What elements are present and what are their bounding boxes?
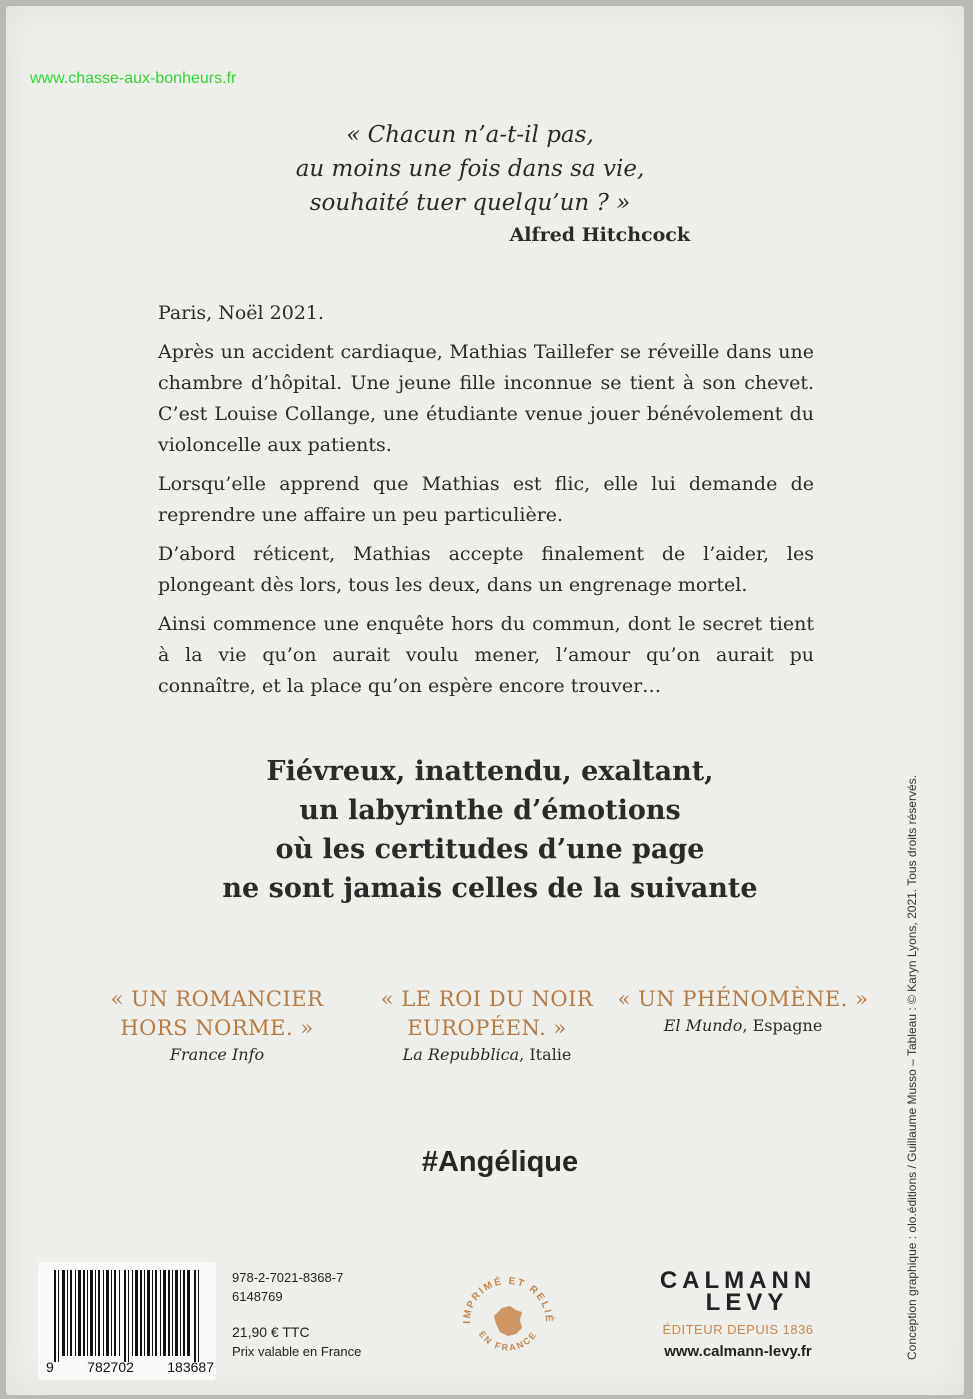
press-source-name: La Repubblica [402, 1045, 520, 1064]
isbn-info [232, 1268, 361, 1361]
blurb-paragraph: Paris, Noël 2021. [158, 302, 325, 324]
stamp-top-text: IMPRIMÉ ET RELIÉ [461, 1275, 555, 1324]
press-source-country: , Espagne [742, 1016, 823, 1035]
blurb-paragraph: Ainsi commence une enquête hors du commun, dont le secret tient à la vie qu’on aurait voulu mener, l’amour qu’on aurait pu connaître, et la place qu’on espère encore trouver… [158, 613, 814, 697]
isbn-number: 978-2-7021-8368-7 [232, 1270, 344, 1285]
press-quote-line: « LE ROI DU NOIR [380, 987, 594, 1011]
epigraph-line: souhaité tuer quelqu’un ? » [309, 190, 631, 216]
blurb-paragraph: Après un accident cardiaque, Mathias Taillefer se réveille dans une chambre d’hôpital. Une jeune fille inconnue se tient à son chevet. C’est Louise Collange, une étudiante venue jouer bénévolement du violoncelle aux patients. [158, 341, 814, 456]
press-quote-line: « UN ROMANCIER [110, 987, 324, 1011]
hashtag: #Angélique [421, 1146, 579, 1178]
barcode-digit-group: 782702 [87, 1359, 134, 1375]
publisher-name: CALMANN [659, 1267, 817, 1294]
epigraph-author: Alfred Hitchcock [509, 224, 690, 246]
tagline-line: un labyrinthe d’émotions [299, 795, 681, 826]
press-source-name: El Mundo [663, 1016, 743, 1035]
barcode-digits [46, 1359, 214, 1375]
press-quote-text [82, 985, 352, 1043]
press-quote [352, 985, 622, 1064]
publisher-name: LEVY [705, 1289, 789, 1316]
press-quote-source [352, 1045, 622, 1064]
press-quote-source [82, 1045, 352, 1064]
publisher-tagline: ÉDITEUR DEPUIS 1836 [662, 1322, 814, 1337]
price: 21,90 € TTC [232, 1324, 310, 1340]
press-quote-text [608, 985, 878, 1014]
press-quote-line: EUROPÉEN. » [407, 1016, 567, 1040]
press-quote-line: HORS NORME. » [120, 1016, 314, 1040]
barcode [38, 1262, 216, 1380]
press-quote-line: « UN PHÉNOMÈNE. » [617, 987, 869, 1011]
press-quote [82, 985, 352, 1064]
made-in-france-stamp [458, 1272, 558, 1376]
tagline-line: Fiévreux, inattendu, exaltant, [266, 756, 714, 787]
france-map-icon [494, 1306, 522, 1336]
blurb [158, 298, 814, 710]
barcode-digit-group: 183687 [167, 1359, 214, 1375]
epigraph [240, 118, 700, 220]
press-source-name: France Info [169, 1045, 265, 1064]
barcode-digit-group: 9 [46, 1359, 54, 1375]
watermark: www.chasse-aux-bonheurs.fr [30, 70, 237, 87]
tagline-line: ne sont jamais celles de la suivante [222, 873, 758, 904]
tagline-line: où les certitudes d’une page [275, 834, 705, 865]
press-source-country: , Italie [519, 1045, 572, 1064]
blurb-paragraph: D’abord réticent, Mathias accepte finalement de l’aider, les plongeant dès lors, tous les deux, dans un engrenage mortel. [158, 543, 814, 596]
epigraph-line: au moins une fois dans sa vie, [295, 156, 645, 182]
press-quote [608, 985, 878, 1035]
blurb-paragraph: Lorsqu’elle apprend que Mathias est flic, elle lui demande de reprendre une affaire un peu particulière. [158, 473, 814, 526]
credits: Conception graphique : olo.éditions / Guillaume Musso – Tableau : © Karyn Lyons, 2021. Tous droits réservés. [905, 775, 919, 1360]
press-quote-source [608, 1016, 878, 1035]
press-quote-text [352, 985, 622, 1043]
publisher-logo [648, 1267, 828, 1360]
stamp-bottom-text: EN FRANCE [476, 1328, 540, 1353]
epigraph-line: « Chacun n’a-t-il pas, [346, 122, 594, 148]
internal-code: 6148769 [232, 1289, 283, 1304]
barcode-bars [54, 1270, 200, 1362]
publisher-url: www.calmann-levy.fr [664, 1343, 812, 1360]
tagline [180, 752, 800, 908]
price-note: Prix valable en France [232, 1344, 362, 1359]
